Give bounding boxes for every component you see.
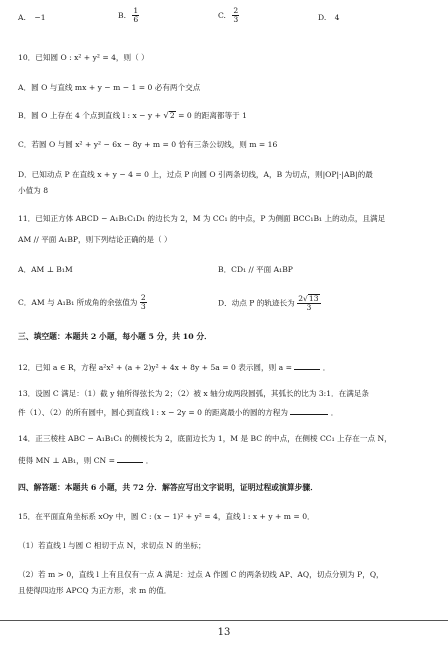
fraction-denominator: 3: [233, 15, 239, 24]
answer-blank[interactable]: [290, 406, 328, 415]
q15-part2-line2: 且使得四边形 APCQ 为正方形，求 m 的值．: [18, 586, 172, 595]
q10-option-d-line1: D．已知动点 P 在直线 x + y − 4 = 0 上，过点 P 向圆 O 引两条切线，A，B 为切点，则|OP|·|AB|的最: [18, 170, 373, 179]
q9-option-c: [218, 7, 239, 24]
q13-line2: [18, 406, 338, 418]
page-number: 13: [217, 627, 231, 638]
section-4-heading: 四、解答题：本题共 6 小题，共 72 分．解答应写出文字说明，证明过程或演算步骤．: [18, 483, 319, 492]
q10-option-b: [18, 111, 247, 121]
fraction-numerator: 1: [133, 6, 139, 15]
q9-option-d: [318, 13, 340, 23]
option-value: 4: [334, 13, 340, 22]
option-letter: B.: [118, 11, 126, 20]
section-3-heading: 三、填空题：本题共 2 小题，每小题 5 分，共 10 分．: [18, 332, 212, 341]
fraction-denominator: 3: [140, 302, 146, 311]
fraction-denominator: 6: [133, 15, 139, 24]
option-text: = 0 的距离都等于 1: [178, 111, 247, 120]
q9-option-b: [118, 7, 139, 24]
q15-part2-line1: （2）若 m > 0，直线 l 上有且仅有一点 A 满足：过点 A 作圆 C 的两条切线 AP、AQ，切点分别为 P，Q，: [18, 570, 384, 579]
footer-divider: [0, 620, 448, 621]
fraction-denominator: 3: [306, 303, 312, 312]
radicand: 2: [169, 111, 175, 120]
q14-line1: 14．正三棱柱 ABC − A₁B₁C₁ 的侧棱长为 2，底面边长为 1，M 是 BC 的中点，在侧棱 CC₁ 上存在一点 N，: [18, 434, 392, 443]
option-fraction: [140, 294, 147, 311]
q11-stem-line1: 11．已知正方体 ABCD − A₁B₁C₁D₁ 的边长为 2，M 为 CC₁ 的中点，P 为侧面 BCC₁B₁ 上的动点，且满足: [18, 214, 386, 223]
q13-line1: 13．设圆 C 满足：（1）截 y 轴所得弦长为 2；（2）被 x 轴分成两段圆弧，其弧长的比为 3:1．在满足条: [18, 389, 370, 398]
sqrt-sign: √: [163, 111, 169, 121]
question-text: 12．已知 a ∈ R，方程 a²x² + (a + 2)y² + 4x + 8y + 5a = 0 表示圆，则 a =: [18, 363, 292, 372]
option-value: −1: [34, 13, 46, 22]
q10-option-d-line2: 小值为 8: [18, 186, 49, 195]
option-fraction: [132, 7, 139, 24]
answer-blank[interactable]: [117, 454, 143, 463]
q9-option-a: [18, 13, 46, 23]
question-text: ．: [322, 363, 331, 372]
option-letter: D.: [318, 13, 327, 22]
q14-line2: [18, 454, 153, 466]
fraction-numerator: 2: [233, 6, 239, 15]
q10-option-a: A．圆 O 与直线 mx + y − m − 1 = 0 必有两个交点: [18, 83, 201, 92]
option-text: D．动点 P 的轨迹长为: [218, 298, 295, 308]
option-letter: C.: [218, 11, 226, 20]
q11-stem-line2: AM // 平面 A₁BP，则下列结论正确的是（ ）: [18, 235, 172, 244]
question-text: 使得 MN ⊥ AB₁，则 CN =: [18, 456, 115, 465]
question-text: ．: [145, 456, 154, 465]
q10-option-c: C．若圆 O 与圆 x² + y² − 6x − 8y + m = 0 恰有三条公切线，则 m = 16: [18, 140, 278, 149]
coefficient: 2: [298, 294, 304, 303]
q15-stem: 15．在平面直角坐标系 xOy 中，圆 C : (x − 1)² + y² = 4，直线 l : x + y + m = 0．: [18, 512, 315, 521]
q11-option-d: [218, 294, 321, 312]
q11-option-b: B．CD₁ // 平面 A₁BP: [218, 265, 293, 274]
q11-option-c: [18, 294, 147, 311]
question-text: 件（1）、（2）的所有圆中，圆心到直线 l : x − 2y = 0 的距离最小的圆的方程为: [18, 408, 288, 417]
q12: [18, 361, 330, 373]
option-fraction: [297, 294, 320, 312]
option-fraction: [232, 7, 239, 24]
option-text: B．圆 O 上存在 4 个点到直线 l : x − y +: [18, 111, 161, 120]
q11-option-a: A．AM ⊥ B₁M: [18, 265, 73, 274]
question-text: ．: [330, 408, 339, 417]
fraction-numerator: 2: [140, 293, 146, 302]
sqrt-sign: √: [303, 294, 308, 303]
answer-blank[interactable]: [294, 361, 320, 370]
q15-part1: （1）若直线 l 与圆 C 相切于点 N，求切点 N 的坐标；: [18, 541, 206, 550]
q10-stem: 10．已知圆 O : x² + y² = 4，则（ ）: [18, 53, 149, 62]
option-letter: A.: [18, 13, 26, 22]
option-text: C．AM 与 A₁B₁ 所成角的余弦值为: [18, 298, 138, 307]
radicand: 13: [308, 294, 319, 303]
